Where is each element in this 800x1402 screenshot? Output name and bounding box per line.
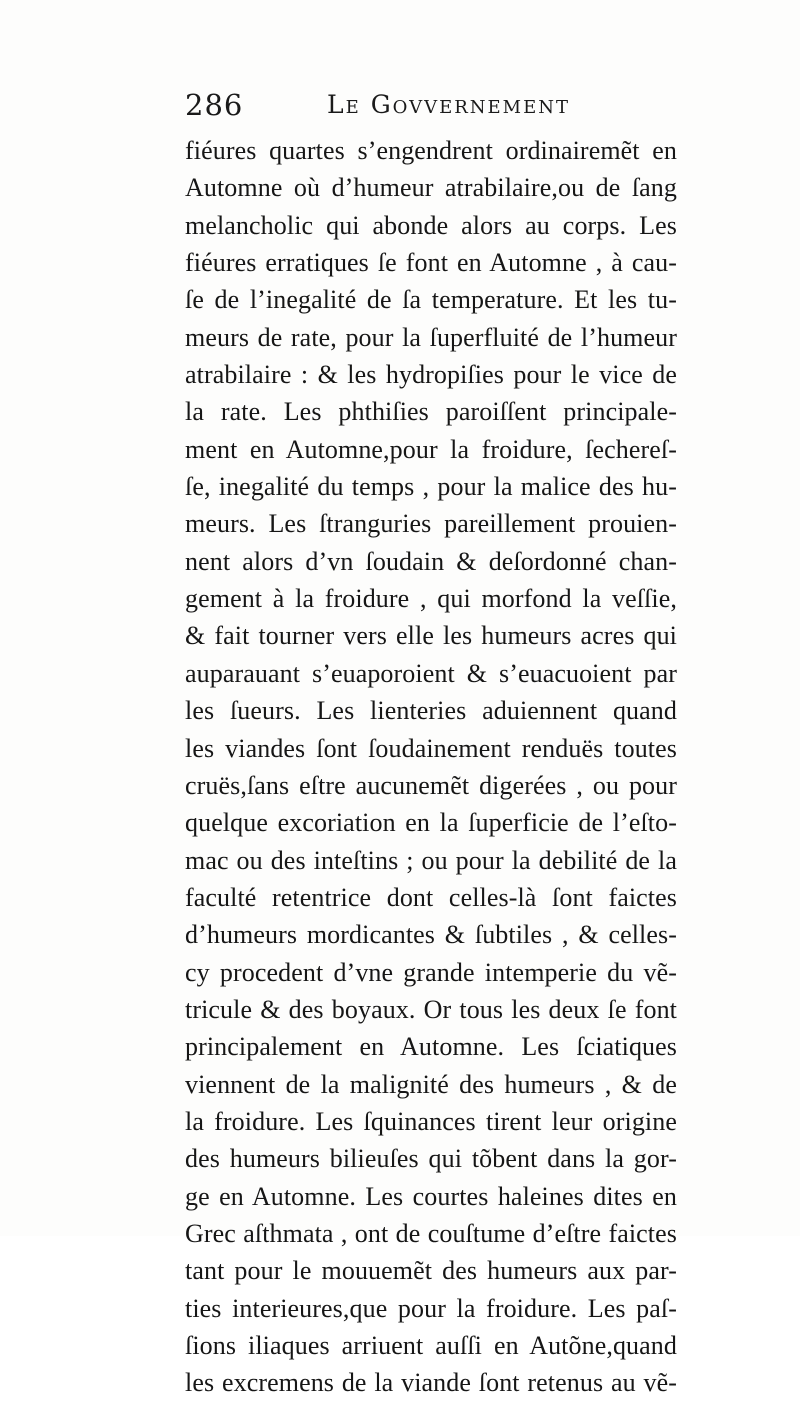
text-line: auparauant s’euaporoient & s’euacuoient par — [185, 658, 677, 688]
text-line: ſe de l’inegalité de ſa temperature. Et les tu- — [185, 285, 677, 315]
text-line: melancholic qui abonde alors au corps. Les — [185, 210, 677, 240]
text-line: ge en Automne. Les courtes haleines dites en — [185, 1181, 677, 1211]
text-line: d’humeurs mordicantes & ſubtiles , & celles- — [185, 920, 677, 950]
text-line: faculté retentrice dont celles-là ſont faictes — [185, 882, 677, 912]
text-line: meurs de rate, pour la ſuperfluité de l’humeur — [185, 322, 677, 352]
text-line: & fait tourner vers elle les humeurs acres qui — [185, 621, 677, 651]
text-line: des humeurs bilieuſes qui tõbent dans la gor- — [185, 1144, 677, 1174]
text-line: mac ou des inteſtins ; ou pour la debilité de la — [185, 845, 677, 875]
text-line: fiéures quartes s’engendrent ordinairemẽt en — [185, 136, 677, 165]
text-line: ties interieures,que pour la froidure. Les paſ- — [185, 1293, 677, 1323]
text-line: cy procedent d’vne grande intemperie du vẽ- — [185, 957, 677, 987]
text-line: ſe, inegalité du temps , pour la malice des hu- — [185, 472, 677, 502]
text-line: principalement en Automne. Les ſciatiques — [185, 1032, 677, 1062]
text-line: gement à la froidure , qui morfond la veſſie, — [185, 584, 677, 614]
text-line: les viandes ſont ſoudainement renduës toutes — [185, 733, 677, 763]
text-line: meurs. Les ſtranguries pareillement prouien- — [185, 509, 677, 539]
text-line: la froidure. Les ſquinances tirent leur origine — [185, 1106, 677, 1136]
text-line: fiéures erratiques ſe font en Automne , à cau- — [185, 248, 677, 278]
text-line: tricule & des boyaux. Or tous les deux ſe font — [185, 994, 677, 1024]
text-line: ment en Automne,pour la froidure, ſechereſ- — [185, 434, 677, 464]
text-line: Automne où d’humeur atrabilaire,ou de ſang — [185, 173, 677, 203]
text-line: viennent de la malignité des humeurs , & de — [185, 1069, 677, 1099]
text-line: cruës,ſans eſtre aucunemẽt digerées , ou pour — [185, 770, 677, 800]
body-text — [185, 132, 677, 1402]
page-number: 286 — [185, 88, 244, 122]
text-line: les excremens de la viande ſont retenus au vẽ- — [185, 1368, 677, 1398]
text-line: tant pour le mouuemẽt des humeurs aux par- — [185, 1256, 677, 1286]
text-line: les ſueurs. Les lienteries aduiennent quand — [185, 696, 677, 726]
text-line: quelque excoriation en la ſuperficie de l’eſto- — [185, 808, 677, 838]
running-title: Le Govvernement — [327, 90, 571, 119]
page-header — [185, 88, 675, 128]
text-line: Grec aſthmata , ont de couſtume d’eſtre faictes — [185, 1218, 677, 1248]
text-line: atrabilaire : & les hydropiſies pour le vice de — [185, 360, 677, 390]
text-line: nent alors d’vn ſoudain & deſordonné chan- — [185, 546, 677, 576]
text-line: la rate. Les phthiſies paroiſſent principale- — [185, 397, 677, 427]
text-line: ſions iliaques arriuent auſſi en Autõne,quand — [185, 1331, 677, 1360]
